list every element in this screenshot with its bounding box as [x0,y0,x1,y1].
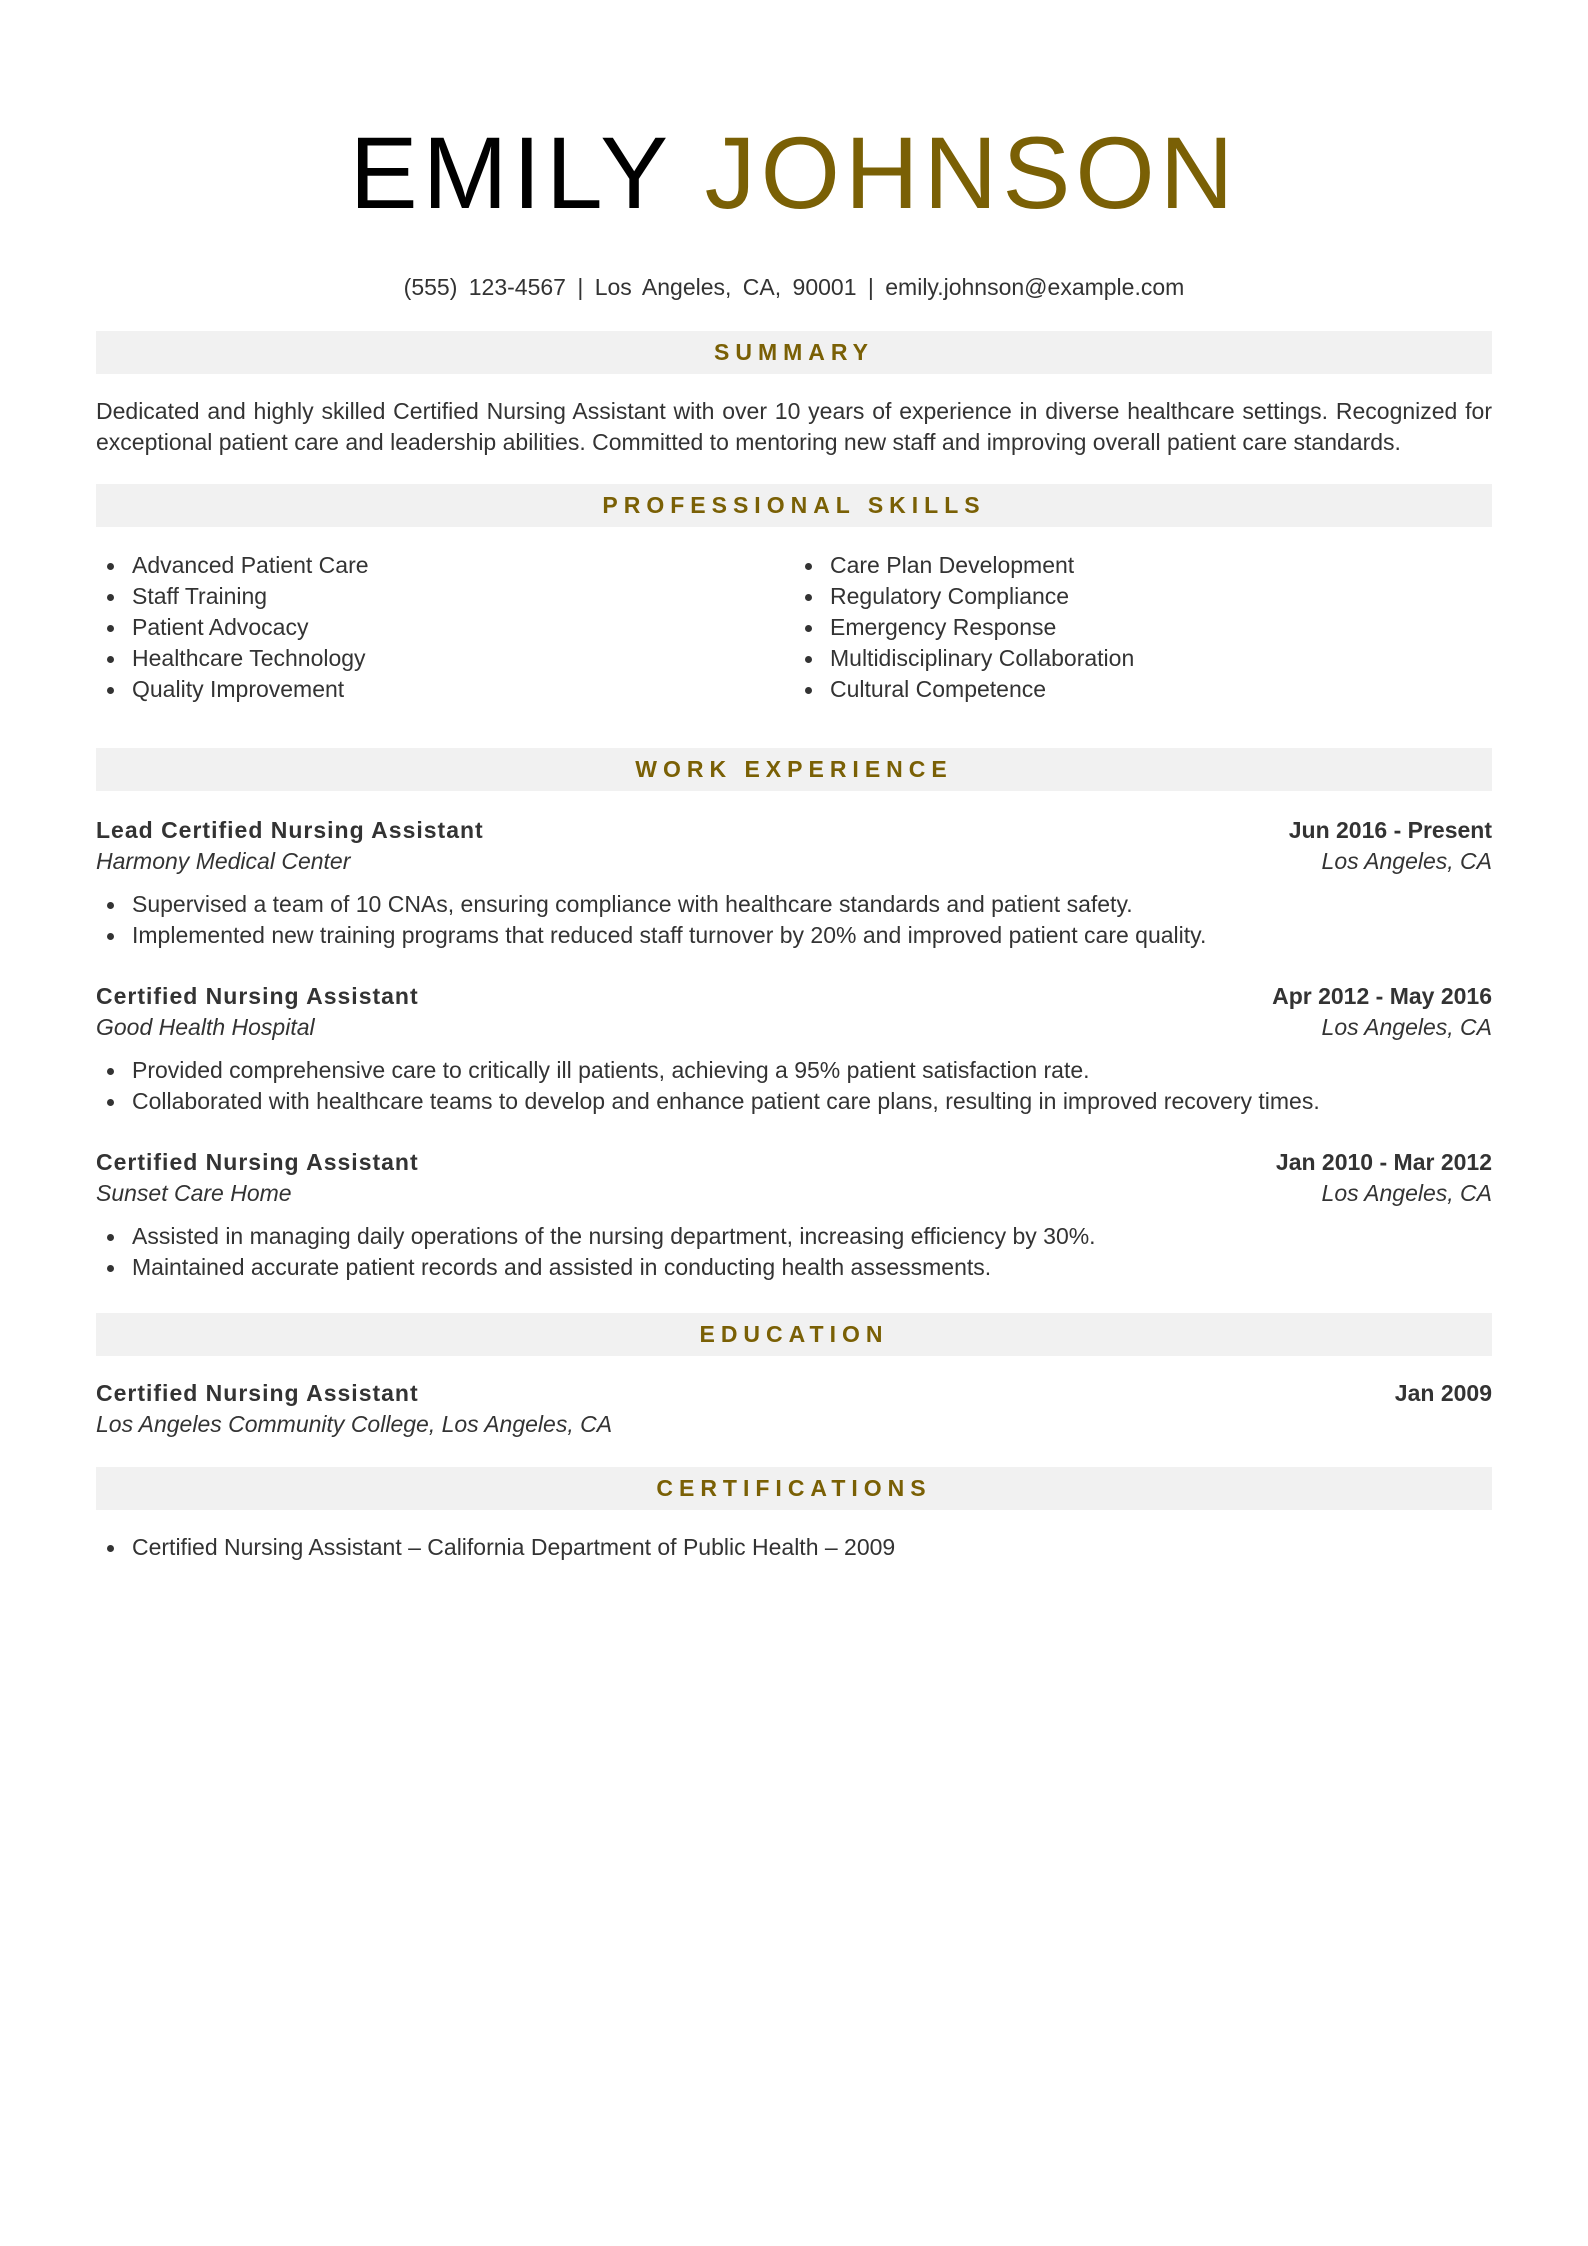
education-date: Jan 2009 [1394,1380,1492,1406]
job-bullet: Assisted in managing daily operations of the nursing department, increasing efficiency by 30%. [132,1221,1492,1252]
skills-heading: PROFESSIONAL SKILLS [96,484,1492,527]
job-bullet: Maintained accurate patient records and assisted in conducting health assessments. [132,1252,1492,1283]
job-location: Los Angeles, CA [1321,848,1492,874]
summary-heading: SUMMARY [96,331,1492,374]
job-subheader [96,1012,1492,1043]
skill-item: Multidisciplinary Collaboration [830,643,1492,674]
skill-item: Quality Improvement [132,674,794,705]
experience-heading: WORK EXPERIENCE [96,748,1492,791]
job-entry [96,981,1492,1117]
job-dates: Jan 2010 - Mar 2012 [1275,1149,1492,1175]
job-bullets [96,1055,1492,1117]
job-bullets [96,889,1492,951]
candidate-name [96,0,1492,228]
job-title: Certified Nursing Assistant [96,1149,419,1175]
job-bullet: Implemented new training programs that reduced staff turnover by 20% and improved patient care quality. [132,920,1492,951]
certifications-heading: CERTIFICATIONS [96,1467,1492,1510]
job-bullets [96,1221,1492,1283]
education-subheader [96,1409,1492,1440]
skill-item: Cultural Competence [830,674,1492,705]
job-bullet: Collaborated with healthcare teams to develop and enhance patient care plans, resulting in improved recovery times. [132,1086,1492,1117]
job-dates: Apr 2012 - May 2016 [1272,983,1492,1009]
skill-item: Emergency Response [830,612,1492,643]
certification-item: Certified Nursing Assistant – California Department of Public Health – 2009 [132,1532,1492,1563]
job-header [96,981,1492,1012]
job-header [96,815,1492,846]
education-school: Los Angeles Community College, Los Angeles, CA [96,1411,613,1437]
job-subheader [96,846,1492,877]
job-subheader [96,1178,1492,1209]
job-entry [96,1147,1492,1283]
job-location: Los Angeles, CA [1321,1180,1492,1206]
education-header [96,1378,1492,1409]
skill-item: Advanced Patient Care [132,550,794,581]
certifications-list [96,1532,1492,1563]
skill-item: Regulatory Compliance [830,581,1492,612]
job-entry [96,815,1492,951]
summary-text: Dedicated and highly skilled Certified Nursing Assistant with over 10 years of experience in diverse healthcare settings. Recognized for exceptional patient care and leadership abilities. Committed to mentoring new staff and improving overall patient care standards. [96,398,1492,455]
education-heading: EDUCATION [96,1313,1492,1356]
skill-item: Staff Training [132,581,794,612]
job-employer: Good Health Hospital [96,1014,315,1040]
skills-column-right [794,550,1492,705]
skills-column-left [96,550,794,705]
job-title: Certified Nursing Assistant [96,983,419,1009]
job-header [96,1147,1492,1178]
job-bullet: Supervised a team of 10 CNAs, ensuring compliance with healthcare standards and patient safety. [132,889,1492,920]
skills-list [96,550,1492,705]
education-entry [96,1378,1492,1440]
job-location: Los Angeles, CA [1321,1014,1492,1040]
skill-item: Patient Advocacy [132,612,794,643]
skill-item: Healthcare Technology [132,643,794,674]
job-dates: Jun 2016 - Present [1288,817,1492,843]
job-employer: Sunset Care Home [96,1180,292,1206]
job-bullet: Provided comprehensive care to critically ill patients, achieving a 95% patient satisfaction rate. [132,1055,1492,1086]
skill-item: Care Plan Development [830,550,1492,581]
first-name: EMILY [349,116,672,230]
education-degree: Certified Nursing Assistant [96,1380,419,1406]
job-title: Lead Certified Nursing Assistant [96,817,484,843]
contact-line: (555) 123-4567 | Los Angeles, CA, 90001 | emily.johnson@example.com [403,274,1185,300]
job-employer: Harmony Medical Center [96,848,351,874]
last-name: JOHNSON [704,116,1239,230]
